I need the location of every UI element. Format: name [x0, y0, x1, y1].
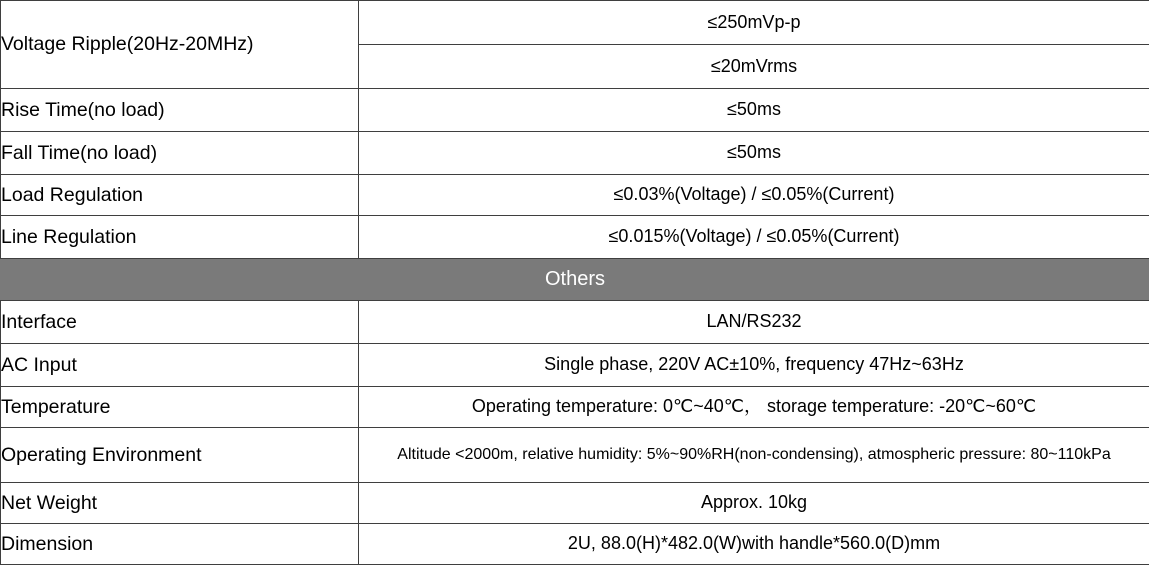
section-header-label: Others	[1, 259, 1149, 301]
row-value-load-regulation: ≤0.03%(Voltage) / ≤0.05%(Current)	[359, 175, 1149, 216]
table-row	[1, 524, 1149, 565]
row-label-temperature: Temperature	[1, 387, 359, 428]
row-value-net-weight: Approx. 10kg	[359, 483, 1149, 524]
row-value-interface: LAN/RS232	[359, 301, 1149, 344]
table-row	[1, 216, 1149, 259]
table-row	[1, 387, 1149, 428]
table-row	[1, 175, 1149, 216]
row-value-operating-environment: Altitude <2000m, relative humidity: 5%~90%RH(non-condensing), atmospheric pressure: 80~110kPa	[359, 428, 1149, 483]
row-value-voltage-ripple-1: ≤250mVp-p	[359, 1, 1149, 45]
row-label-voltage-ripple: Voltage Ripple(20Hz-20MHz)	[1, 1, 359, 89]
row-value-line-regulation: ≤0.015%(Voltage) / ≤0.05%(Current)	[359, 216, 1149, 259]
row-value-ac-input: Single phase, 220V AC±10%, frequency 47Hz~63Hz	[359, 344, 1149, 387]
row-value-voltage-ripple-2: ≤20mVrms	[359, 45, 1149, 89]
table-row	[1, 89, 1149, 132]
table-row	[1, 344, 1149, 387]
table-row	[1, 132, 1149, 175]
table-row	[1, 483, 1149, 524]
row-value-dimension: 2U, 88.0(H)*482.0(W)with handle*560.0(D)mm	[359, 524, 1149, 565]
row-label-interface: Interface	[1, 301, 359, 344]
table-row	[1, 428, 1149, 483]
row-label-operating-environment: Operating Environment	[1, 428, 359, 483]
section-header-others	[1, 259, 1149, 301]
row-value-temperature: Operating temperature: 0℃~40℃， storage temperature: -20℃~60℃	[359, 387, 1149, 428]
row-label-load-regulation: Load Regulation	[1, 175, 359, 216]
row-label-rise-time: Rise Time(no load)	[1, 89, 359, 132]
row-label-line-regulation: Line Regulation	[1, 216, 359, 259]
row-value-fall-time: ≤50ms	[359, 132, 1149, 175]
row-label-ac-input: AC Input	[1, 344, 359, 387]
row-label-fall-time: Fall Time(no load)	[1, 132, 359, 175]
row-label-net-weight: Net Weight	[1, 483, 359, 524]
row-value-rise-time: ≤50ms	[359, 89, 1149, 132]
table-row	[1, 301, 1149, 344]
table-row	[1, 1, 1149, 45]
row-label-dimension: Dimension	[1, 524, 359, 565]
